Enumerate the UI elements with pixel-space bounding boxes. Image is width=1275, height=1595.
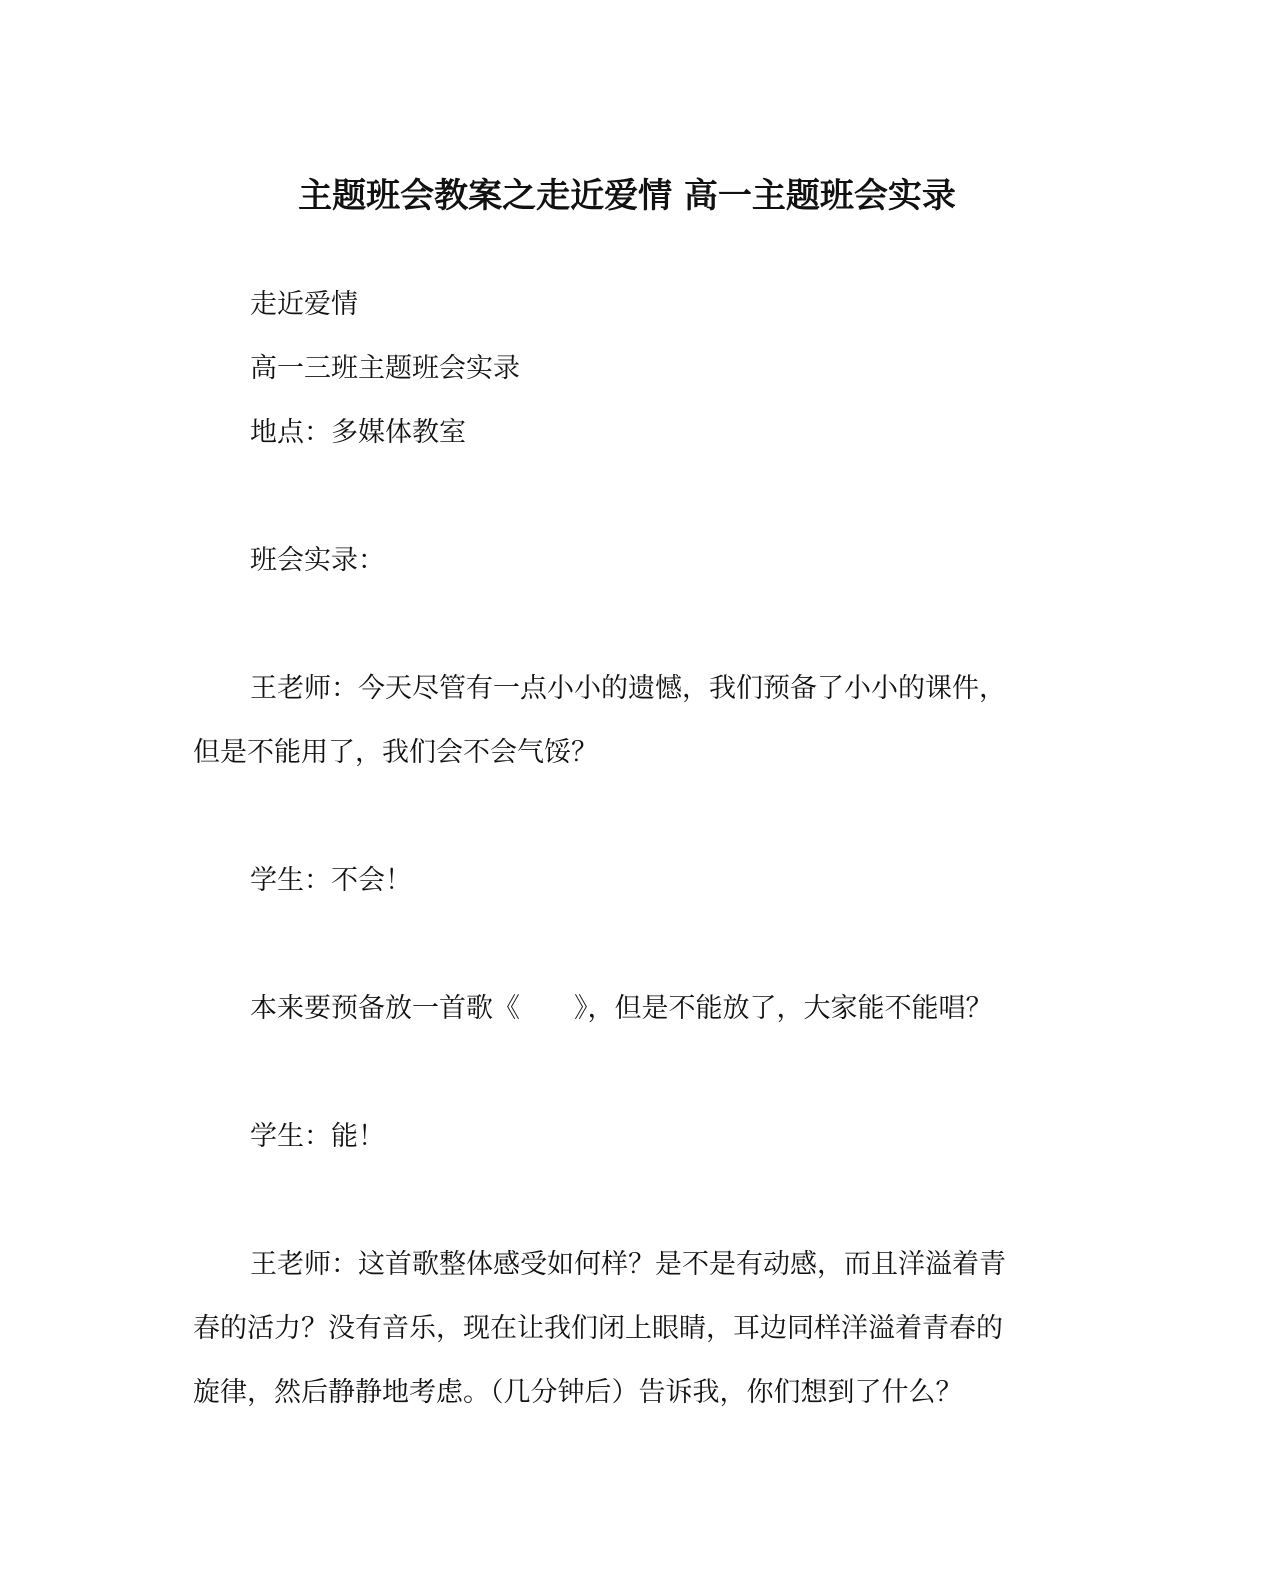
document-title: 主题班会教案之走近爱情 高一主题班会实录 [298,176,956,216]
paragraph-student-1 [193,849,1063,913]
paragraph-line: 学生：能！ [250,1121,385,1152]
paragraph-line: 地点：多媒体教室 [250,417,466,448]
paragraph-song [193,977,1063,1041]
paragraph-line: 旋律，然后静静地考虑。（几分钟后）告诉我，你们想到了什么？ [193,1377,963,1408]
paragraph-line: 本来要预备放一首歌《 》，但是不能放了，大家能不能唱？ [250,993,993,1024]
paragraph-class [193,337,1063,401]
paragraph-line: 春的活力？没有音乐，现在让我们闭上眼睛，耳边同样洋溢着青春的 [193,1313,1003,1344]
paragraph-student-2 [193,1105,1063,1169]
paragraph-line: 但是不能用了，我们会不会气馁？ [193,737,598,768]
paragraph-line: 王老师：这首歌整体感受如何样？是不是有动感，而且洋溢着青 [250,1249,1006,1280]
paragraph-record-heading [193,529,1063,593]
paragraph-line: 班会实录： [250,545,385,576]
paragraph-teacher-2 [193,1233,1063,1425]
paragraph-location [193,401,1063,465]
paragraph-line: 走近爱情 [250,289,358,320]
paragraph-line: 高一三班主题班会实录 [250,353,520,384]
paragraph-line: 学生：不会！ [250,865,412,896]
paragraph-topic [193,273,1063,337]
paragraph-line: 王老师：今天尽管有一点小小的遗憾，我们预备了小小的课件， [250,673,1006,704]
paragraph-teacher-1 [193,657,1063,785]
